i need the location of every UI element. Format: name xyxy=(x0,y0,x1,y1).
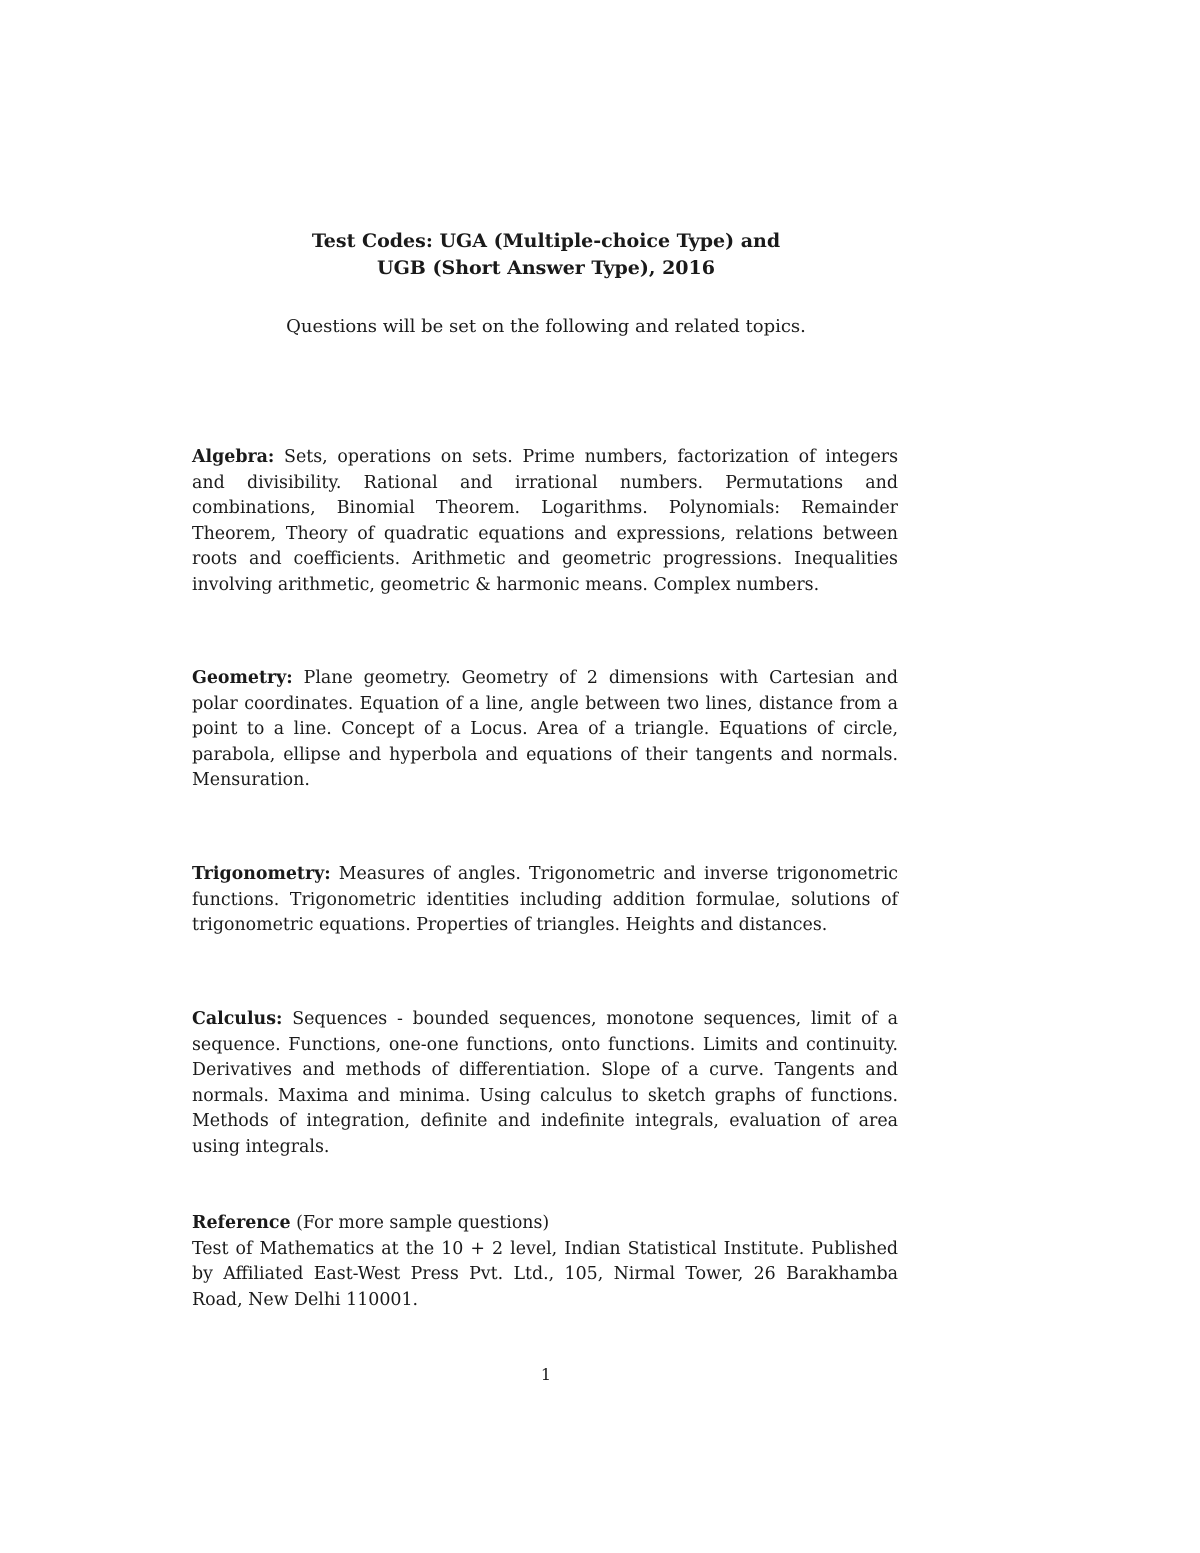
section-calculus xyxy=(192,1007,898,1161)
section-body-trigonometry: Measures of angles. Trigonometric and inverse trigonometric functions. Trigonometric identities including addition formulae, solutions of trigonometric equations. Properties of triangles. Heights and distances. xyxy=(192,864,899,936)
section-body-reference: Test of Mathematics at the 10 + 2 level, Indian Statistical Institute. Published by Affiliated East-West Press Pvt. Ltd., 105, Nirmal Tower, 26 Barakhamba Road, New Delhi 110001. xyxy=(192,1238,898,1310)
section-algebra xyxy=(192,445,898,599)
section-geometry xyxy=(192,666,898,794)
section-body-algebra: Sets, operations on sets. Prime numbers, factorization of integers and divisibility. Rational and irrational numbers. Permutations and combinations, Binomial Theorem. Logarithms. Polynomials: Remainder Theorem, Theory of quadratic equations and expressions, relations between roots and coefficients. Arithmetic and geometric progressions. Inequalities involving arithmetic, geometric & harmonic means. Complex numbers. xyxy=(192,447,898,595)
section-body-calculus: Sequences - bounded sequences, monotone sequences, limit of a sequence. Functions, one-one functions, onto functions. Limits and continuity. Derivatives and methods of differentiation. Slope of a curve. Tangents and normals. Maxima and minima. Using calculus to sketch graphs of functions. Methods of integration, definite and indefinite integrals, evaluation of area using integrals. xyxy=(192,1009,899,1157)
document-title-line-1: Test Codes: UGA (Multiple-choice Type) and xyxy=(311,230,781,252)
reference-note: (For more sample questions) xyxy=(296,1213,550,1233)
section-heading-calculus: Calculus: xyxy=(192,1009,283,1029)
section-heading-trigonometry: Trigonometry: xyxy=(192,864,331,884)
section-heading-reference: Reference xyxy=(192,1213,291,1233)
document-subtitle: Questions will be set on the following and related topics. xyxy=(286,316,806,337)
section-heading-geometry: Geometry: xyxy=(192,668,293,688)
section-trigonometry xyxy=(192,862,898,939)
section-body-geometry: Plane geometry. Geometry of 2 dimensions with Cartesian and polar coordinates. Equation of a line, angle between two lines, distance from a point to a line. Concept of a Locus. Area of a triangle. Equations of circle, parabola, ellipse and hyperbola and equations of their tangents and normals. Mensuration. xyxy=(192,668,898,791)
section-heading-algebra: Algebra: xyxy=(192,447,275,467)
page-number: 1 xyxy=(540,1365,552,1384)
document-title-line-2: UGB (Short Answer Type), 2016 xyxy=(377,257,715,279)
section-reference xyxy=(192,1211,898,1313)
reference-heading-line xyxy=(192,1211,898,1237)
